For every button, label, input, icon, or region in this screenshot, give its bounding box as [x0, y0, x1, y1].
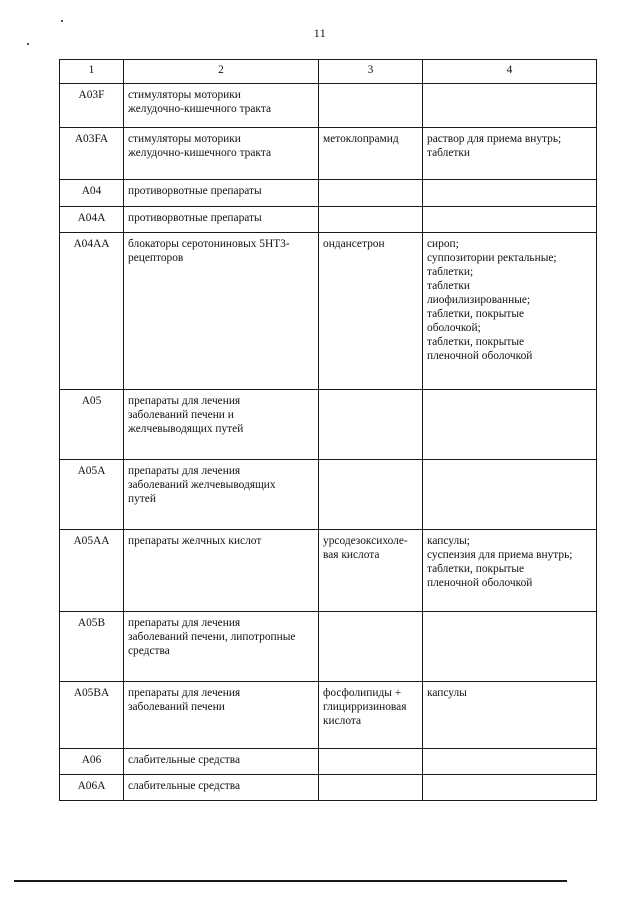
drug-cell: ондансетрон — [319, 233, 423, 390]
group-cell: препараты для лечения заболеваний печени — [124, 682, 319, 749]
bottom-rule — [14, 880, 567, 882]
forms-cell — [423, 180, 597, 207]
forms-cell — [423, 390, 597, 460]
drug-cell: метоклопрамид — [319, 128, 423, 180]
group-cell: слабительные средства — [124, 749, 319, 775]
forms-cell: сироп; суппозитории ректальные; таблетки; таблетки лиофилизированные; таблетки, покрытые оболочкой; таблетки, покрытые пленочной оболочкой — [423, 233, 597, 390]
drug-cell — [319, 612, 423, 682]
table-row — [60, 775, 597, 801]
forms-cell — [423, 84, 597, 128]
forms-cell — [423, 775, 597, 801]
group-cell: препараты для лечения заболеваний желчевыводящих путей — [124, 460, 319, 530]
table-row — [60, 207, 597, 233]
atc-code-cell: A06 — [60, 749, 124, 775]
forms-cell — [423, 460, 597, 530]
column-header-3: 3 — [319, 60, 423, 84]
atc-code-cell: A03F — [60, 84, 124, 128]
group-cell: противорвотные препараты — [124, 207, 319, 233]
drug-cell — [319, 84, 423, 128]
table-row — [60, 390, 597, 460]
table-row — [60, 460, 597, 530]
column-header-4: 4 — [423, 60, 597, 84]
atc-code-cell: A05A — [60, 460, 124, 530]
atc-code-cell: A05B — [60, 612, 124, 682]
atc-code-cell: A04 — [60, 180, 124, 207]
atc-code-cell: A04A — [60, 207, 124, 233]
group-cell: слабительные средства — [124, 775, 319, 801]
atc-code-cell: A05AA — [60, 530, 124, 612]
group-cell: препараты для лечения заболеваний печени, липотропные средства — [124, 612, 319, 682]
forms-cell: раствор для приема внутрь; таблетки — [423, 128, 597, 180]
drug-cell — [319, 390, 423, 460]
drug-cell: фосфолипиды + глицирризиновая кислота — [319, 682, 423, 749]
forms-cell — [423, 749, 597, 775]
atc-code-cell: A04AA — [60, 233, 124, 390]
atc-code-cell: A05 — [60, 390, 124, 460]
drug-cell: урсодезоксихоле- вая кислота — [319, 530, 423, 612]
group-cell: препараты для лечения заболеваний печени и желчевыводящих путей — [124, 390, 319, 460]
drug-cell — [319, 207, 423, 233]
table-row — [60, 749, 597, 775]
forms-cell: капсулы — [423, 682, 597, 749]
table-row — [60, 84, 597, 128]
group-cell: противорвотные препараты — [124, 180, 319, 207]
table-row — [60, 128, 597, 180]
atc-code-cell: A05BA — [60, 682, 124, 749]
group-cell: блокаторы серотониновых 5НТ3- рецепторов — [124, 233, 319, 390]
table-row — [60, 682, 597, 749]
scan-speck — [61, 20, 63, 22]
drug-cell — [319, 460, 423, 530]
table-row — [60, 180, 597, 207]
drug-cell — [319, 749, 423, 775]
group-cell: стимуляторы моторики желудочно-кишечного тракта — [124, 128, 319, 180]
page-number: 11 — [313, 26, 327, 40]
forms-cell: капсулы; суспензия для приема внутрь; таблетки, покрытые пленочной оболочкой — [423, 530, 597, 612]
forms-cell — [423, 612, 597, 682]
atc-code-cell: A03FA — [60, 128, 124, 180]
group-cell: препараты желчных кислот — [124, 530, 319, 612]
table-header-row — [60, 60, 597, 84]
atc-code-cell: A06A — [60, 775, 124, 801]
table-row — [60, 530, 597, 612]
drug-cell — [319, 775, 423, 801]
drug-table — [59, 59, 597, 801]
group-cell: стимуляторы моторики желудочно-кишечного тракта — [124, 84, 319, 128]
table-row — [60, 233, 597, 390]
column-header-1: 1 — [60, 60, 124, 84]
scan-speck — [27, 43, 29, 45]
forms-cell — [423, 207, 597, 233]
table-row — [60, 612, 597, 682]
drug-cell — [319, 180, 423, 207]
column-header-2: 2 — [124, 60, 319, 84]
